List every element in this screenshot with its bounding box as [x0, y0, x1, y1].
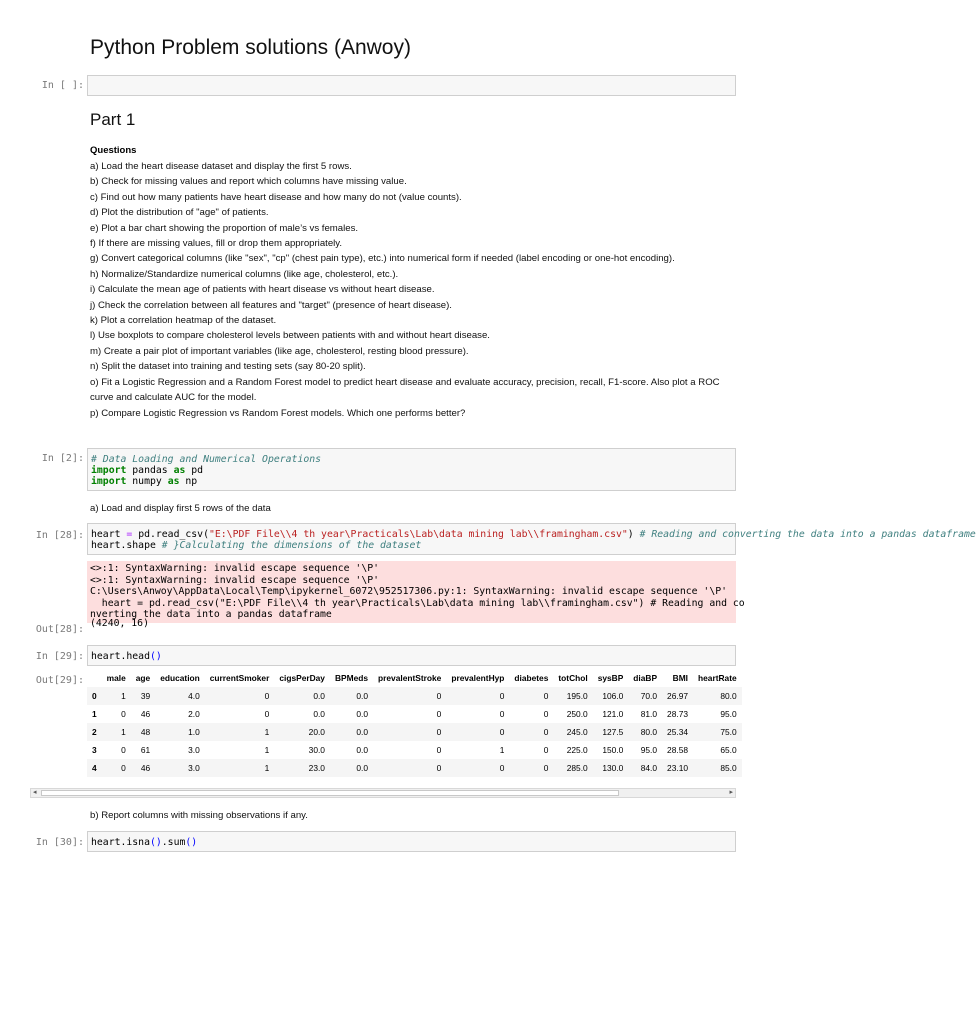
table-cell: 0.0 — [356, 745, 369, 755]
dataframe-output — [87, 669, 736, 783]
table-cell: 0 — [543, 691, 549, 701]
table-cell: 39 — [140, 691, 151, 701]
table-header-row — [87, 669, 742, 687]
code-alias: pd — [185, 465, 204, 476]
column-header: sysBP — [597, 673, 624, 683]
table-cell: 65.0 — [720, 745, 737, 755]
column-header: prevalentHyp — [451, 673, 505, 683]
code-cell-28[interactable] — [87, 523, 976, 555]
table-cell: 30.0 — [308, 745, 325, 755]
table-cell: 20.0 — [308, 727, 325, 737]
table-cell: 250.0 — [566, 709, 588, 719]
questions-title: Questions — [90, 145, 137, 156]
code-module: numpy — [126, 476, 168, 487]
table-cell: 0.0 — [356, 763, 369, 773]
table-cell: 285.0 — [566, 763, 588, 773]
code-text: heart — [91, 529, 127, 540]
code-text: heart.isna — [91, 837, 150, 848]
part-heading: Part 1 — [90, 110, 136, 129]
table-cell: 48 — [140, 727, 151, 737]
table-cell: 0 — [264, 691, 270, 701]
code-keyword: as — [173, 465, 186, 476]
code-text: heart.head — [91, 651, 150, 662]
column-header: male — [106, 673, 126, 683]
question-item: f) If there are missing values, fill or drop them appropriately. — [90, 238, 343, 250]
code-cell-30[interactable] — [87, 831, 736, 852]
question-item: o) Fit a Logistic Regression and a Random Forest model to predict heart disease and evaluate accuracy, precision, recall, F1-score. Also plot a ROC curve and calculate AUC for the model. — [90, 376, 720, 404]
table-cell: 3.0 — [188, 763, 200, 773]
table-cell: 0 — [264, 709, 270, 719]
table-cell: 84.0 — [640, 763, 658, 773]
table-cell: 0 — [499, 763, 505, 773]
table-cell: 0 — [121, 763, 126, 773]
table-cell: 75.0 — [720, 727, 737, 737]
code-keyword: import — [91, 476, 127, 487]
table-cell: 80.0 — [720, 691, 737, 701]
code-cell-2[interactable] — [87, 448, 736, 491]
table-cell: 70.0 — [640, 691, 658, 701]
code-cell-29[interactable] — [87, 645, 736, 666]
table-cell: 245.0 — [566, 727, 588, 737]
code-text: heart.shape — [91, 540, 162, 551]
column-header: diaBP — [633, 673, 658, 683]
column-header: diabetes — [514, 673, 549, 683]
table-cell: 1 — [499, 745, 505, 755]
table-cell: 0 — [543, 763, 549, 773]
dataframe-table — [87, 669, 742, 777]
table-cell: 0 — [499, 727, 505, 737]
table-row — [87, 741, 742, 759]
code-operator: = — [126, 529, 133, 540]
table-cell: 1 — [264, 727, 270, 737]
code-paren: () — [149, 837, 162, 848]
table-cell: 0.0 — [313, 691, 325, 701]
question-item: k) Plot a correlation heatmap of the dataset. — [90, 315, 277, 327]
code-string: "E:\PDF File\\4 th year\Practicals\Lab\data mining lab\\framingham.csv" — [208, 529, 628, 540]
code-keyword: as — [167, 476, 180, 487]
code-editor[interactable] — [88, 646, 735, 667]
table-cell: 195.0 — [566, 691, 588, 701]
code-editor[interactable] — [88, 449, 735, 492]
cell-prompt-empty: In [ ]: — [41, 80, 84, 91]
scroll-left-arrow-icon[interactable]: ◂ — [33, 789, 37, 796]
table-cell: 0.0 — [356, 727, 369, 737]
table-row — [87, 687, 742, 705]
cell-prompt-28: In [28]: — [35, 530, 84, 541]
table-cell: 61 — [140, 745, 151, 755]
horizontal-scrollbar[interactable] — [30, 788, 736, 798]
question-item: b) Check for missing values and report which columns have missing value. — [90, 176, 407, 188]
table-cell: 25.34 — [667, 727, 689, 737]
code-alias: np — [179, 476, 198, 487]
column-header — [87, 669, 102, 687]
markdown-a: a) Load and display first 5 rows of the data — [90, 503, 271, 514]
code-comment: # Reading and converting the data into a pandas dataframe — [633, 529, 976, 540]
column-header: BMI — [672, 673, 689, 683]
cell-prompt-30: In [30]: — [35, 837, 84, 848]
column-header: education — [160, 673, 200, 683]
out-prompt-29: Out[29]: — [35, 675, 84, 686]
scrollbar-thumb[interactable] — [41, 790, 619, 796]
question-item: h) Normalize/Standardize numerical columns (like age, cholesterol, etc.). — [90, 268, 399, 280]
table-cell: 0 — [543, 709, 549, 719]
code-paren: ) — [627, 529, 634, 540]
markdown-b: b) Report columns with missing observations if any. — [90, 810, 308, 821]
row-index: 4 — [92, 763, 97, 773]
column-header: totChol — [558, 673, 588, 683]
row-index: 0 — [92, 691, 97, 701]
table-cell: 0 — [543, 745, 549, 755]
code-text: pd.read_csv — [132, 529, 204, 540]
empty-code-cell[interactable] — [87, 75, 736, 96]
row-index: 1 — [92, 709, 97, 719]
cell-prompt-29: In [29]: — [35, 651, 84, 662]
code-editor[interactable] — [88, 524, 976, 556]
question-item: g) Convert categorical columns (like "sex", "cp" (chest pain type), etc.) into numerical form if needed (label encoding or one-hot encoding). — [90, 253, 675, 265]
table-cell: 4.0 — [188, 691, 200, 701]
code-text: .sum — [161, 837, 186, 848]
code-module: pandas — [126, 465, 174, 476]
table-cell: 95.0 — [640, 745, 658, 755]
code-paren: () — [149, 651, 162, 662]
questions-list — [90, 159, 730, 421]
table-cell: 127.5 — [602, 727, 624, 737]
table-cell: 150.0 — [602, 745, 624, 755]
notebook-title: Python Problem solutions (Anwoy) — [90, 36, 411, 59]
code-paren: ( — [203, 529, 209, 540]
cell-prompt-2: In [2]: — [41, 453, 84, 464]
row-index: 2 — [92, 727, 97, 737]
table-cell: 121.0 — [602, 709, 624, 719]
question-item: l) Use boxplots to compare cholesterol levels between patients with and without heart disease. — [90, 330, 490, 342]
question-item: j) Check the correlation between all features and "target" (presence of heart disease). — [90, 299, 452, 311]
table-cell: 81.0 — [640, 709, 658, 719]
code-keyword: import — [91, 465, 127, 476]
code-comment: # Data Loading and Numerical Operations — [91, 454, 322, 465]
question-item: d) Plot the distribution of "age" of patients. — [90, 207, 269, 219]
table-cell: 95.0 — [720, 709, 737, 719]
table-cell: 46 — [140, 763, 151, 773]
table-cell: 28.58 — [667, 745, 689, 755]
column-header: currentSmoker — [209, 673, 270, 683]
scroll-right-arrow-icon[interactable]: ▸ — [729, 789, 733, 796]
column-header: heartRate — [698, 673, 737, 683]
question-item: p) Compare Logistic Regression vs Random Forest models. Which one performs better? — [90, 407, 466, 419]
out-prompt-28: Out[28]: — [35, 624, 84, 635]
table-row — [87, 759, 742, 777]
table-cell: 2.0 — [188, 709, 200, 719]
table-cell: 106.0 — [602, 691, 624, 701]
table-cell: 0.0 — [356, 691, 369, 701]
table-cell: 46 — [140, 709, 151, 719]
table-cell: 0 — [543, 727, 549, 737]
column-header: age — [135, 673, 151, 683]
table-cell: 225.0 — [566, 745, 588, 755]
code-editor[interactable] — [88, 832, 735, 853]
table-cell: 0 — [499, 691, 505, 701]
question-item: n) Split the dataset into training and testing sets (say 80-20 split). — [90, 361, 366, 373]
table-cell: 23.0 — [308, 763, 325, 773]
column-header: BPMeds — [334, 673, 369, 683]
column-header: cigsPerDay — [279, 673, 325, 683]
question-item: c) Find out how many patients have heart disease and how many do not (value counts). — [90, 191, 462, 203]
table-cell: 0.0 — [356, 709, 369, 719]
table-cell: 28.73 — [667, 709, 689, 719]
code-paren: () — [185, 837, 198, 848]
table-cell: 1 — [121, 691, 126, 701]
question-item: m) Create a pair plot of important variables (like age, cholesterol, resting blood pressure). — [90, 345, 469, 357]
table-cell: 130.0 — [602, 763, 624, 773]
table-cell: 1 — [121, 727, 126, 737]
table-cell: 3.0 — [188, 745, 200, 755]
table-row — [87, 705, 742, 723]
table-cell: 0 — [436, 763, 442, 773]
table-cell: 0 — [436, 709, 442, 719]
table-cell: 0 — [436, 745, 442, 755]
table-cell: 85.0 — [720, 763, 737, 773]
table-cell: 80.0 — [640, 727, 658, 737]
table-cell: 1 — [264, 745, 270, 755]
table-row — [87, 723, 742, 741]
question-item: e) Plot a bar chart showing the proportion of male’s vs females. — [90, 222, 359, 234]
column-header: prevalentStroke — [378, 673, 442, 683]
table-cell: 0 — [121, 745, 126, 755]
question-item: a) Load the heart disease dataset and display the first 5 rows. — [90, 161, 352, 172]
question-item: i) Calculate the mean age of patients with heart disease vs without heart disease. — [90, 284, 435, 296]
code-comment: # }Calculating the dimensions of the dataset — [161, 540, 422, 551]
table-cell: 0.0 — [313, 709, 325, 719]
table-cell: 0 — [436, 691, 442, 701]
stderr-output: <>:1: SyntaxWarning: invalid escape sequence '\P' <>:1: SyntaxWarning: invalid escape sequence '\P' C:\Users\Anwoy\AppData\Local\Temp\ipykernel_6072\952517306.py:1: SyntaxWarning: invalid escape sequence '\P' heart = pd.read_csv("E:\PDF File\\4 th year\Practicals\Lab\data mining lab\\framingham.csv") # Reading and co nverting the data into a pandas dataframe — [87, 561, 736, 623]
table-cell: 1.0 — [188, 727, 200, 737]
shape-output: (4240, 16) — [90, 618, 149, 629]
table-cell: 26.97 — [667, 691, 689, 701]
table-cell: 0 — [436, 727, 442, 737]
table-cell: 23.10 — [667, 763, 689, 773]
table-cell: 0 — [499, 709, 505, 719]
table-cell: 0 — [121, 709, 126, 719]
table-cell: 1 — [264, 763, 270, 773]
row-index: 3 — [92, 745, 97, 755]
